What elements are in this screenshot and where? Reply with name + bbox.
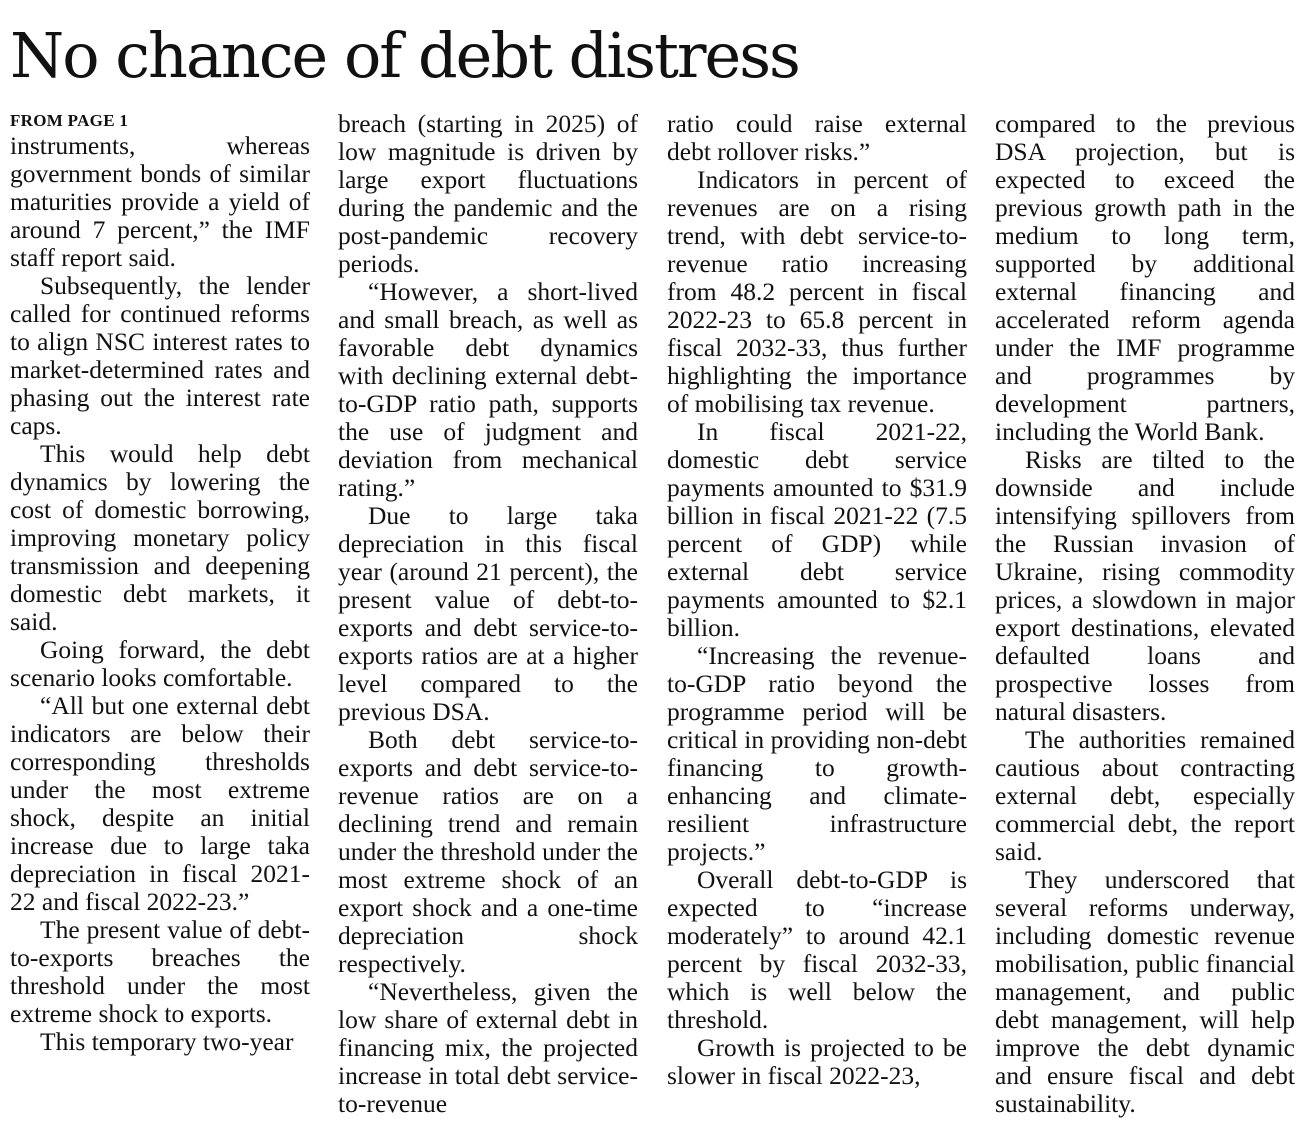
- article-column-2: [338, 110, 638, 1122]
- paragraph: Subsequently, the lender called for continued reforms to align NSC interest rates to market-determined rates and phasing out the interest rate caps.: [10, 271, 310, 440]
- paragraph: In fiscal 2021-22, domestic debt service payments amounted to $31.9 billion in fiscal 2021-22 (7.5 percent of GDP) while external debt service payments amounted to $2.1 billion.: [667, 417, 967, 642]
- paragraph: Indicators in percent of revenues are on a rising trend, with debt service-to-revenue ratio increasing from 48.2 percent in fiscal 2022-23 to 65.8 percent in fiscal 2032-33, thus further highlighting the importance of mobilising tax revenue.: [667, 165, 967, 418]
- paragraph: This would help debt dynamics by lowering the cost of domestic borrowing, improving monetary policy transmission and deepening domestic debt markets, it said.: [10, 439, 310, 636]
- paragraph: This temporary two-year: [40, 1027, 294, 1056]
- paragraph: Due to large taka depreciation in this fiscal year (around 21 percent), the present value of debt-to-exports and debt service-to-exports ratios are at a higher level compared to the previous DSA.: [338, 501, 638, 726]
- paragraph: compared to the previous DSA projection, but is expected to exceed the previous growth path in the medium to long term, supported by additional external financing and accelerated reform agenda under the IMF programme and programmes by development partners, including the World Bank.: [995, 110, 1295, 446]
- article-body: [10, 110, 1296, 1122]
- article-column-4: [995, 110, 1295, 1122]
- article-column-1: [10, 110, 310, 1122]
- paragraph: The authorities remained cautious about contracting external debt, especially commercial debt, the report said.: [995, 725, 1295, 866]
- paragraph: Overall debt-to-GDP is expected to “increase moderately” to around 42.1 percent by fiscal 2032-33, which is well below the threshold.: [667, 865, 967, 1034]
- headline: No chance of debt distress: [10, 19, 799, 92]
- paragraph: “Increasing the revenue-to-GDP ratio beyond the programme period will be critical in providing non-debt financing to growth-enhancing and climate-resilient infrastructure projects.”: [667, 641, 967, 866]
- paragraph: breach (starting in 2025) of low magnitude is driven by large export fluctuations during the pandemic and the post-pandemic recovery periods.: [338, 110, 638, 278]
- paragraph: Going forward, the debt scenario looks comfortable.: [10, 635, 310, 692]
- paragraph: ratio could raise external debt rollover risks.”: [667, 110, 967, 166]
- paragraph: “Nevertheless, given the low share of external debt in financing mix, the projected increase in total debt service-to-revenue: [338, 977, 638, 1118]
- kicker-from-page: FROM PAGE 1: [10, 111, 129, 130]
- paragraph: They underscored that several reforms underway, including domestic revenue mobilisation, public financial management, and public debt management, will help improve the debt dynamic and ensure fiscal and debt sustainability.: [995, 865, 1295, 1118]
- paragraph: Growth is projected to be slower in fiscal 2022-23,: [667, 1033, 967, 1090]
- paragraph: “All but one external debt indicators are below their corresponding thresholds under the most extreme shock, despite an initial increase due to large taka depreciation in fiscal 2021-22 and fiscal 2022-23.”: [10, 691, 310, 916]
- article-column-3: [667, 110, 967, 1122]
- paragraph: instruments, whereas government bonds of similar maturities provide a yield of around 7 percent,” the IMF staff report said.: [10, 131, 310, 272]
- paragraph: The present value of debt-to-exports breaches the threshold under the most extreme shock to exports.: [10, 915, 310, 1028]
- paragraph: Both debt service-to-exports and debt service-to-revenue ratios are on a declining trend and remain under the threshold under the most extreme shock of an export shock and a one-time depreciation shock respectively.: [338, 725, 638, 978]
- paragraph: “However, a short-lived and small breach, as well as favorable debt dynamics with declining external debt-to-GDP ratio path, supports the use of judgment and deviation from mechanical rating.”: [338, 277, 638, 502]
- paragraph: Risks are tilted to the downside and include intensifying spillovers from the Russian invasion of Ukraine, rising commodity prices, a slowdown in major export destinations, elevated defaulted loans and prospective losses from natural disasters.: [995, 445, 1295, 726]
